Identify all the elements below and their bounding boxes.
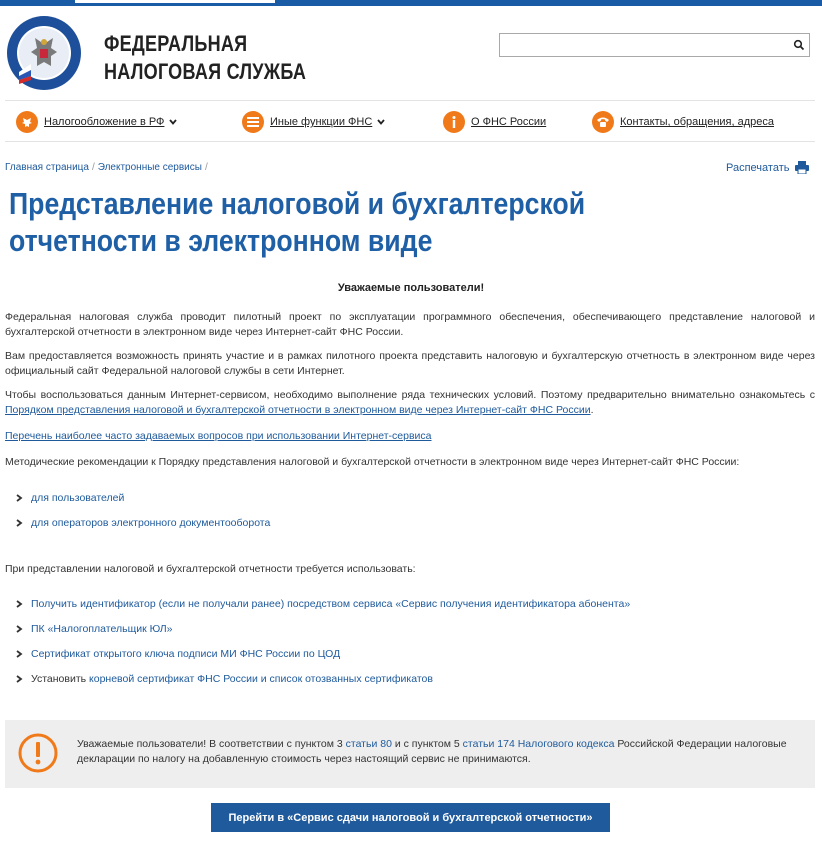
nav-item-taxation[interactable]	[16, 110, 177, 134]
warning-icon	[17, 732, 59, 774]
info-icon	[443, 111, 465, 133]
list-item[interactable]	[15, 492, 124, 504]
alert-text-1: Уважаемые пользователи! В соответствии с пунктом 3	[77, 738, 346, 750]
printer-icon	[795, 161, 809, 174]
requirements-end: .	[590, 404, 594, 416]
guide-users-link[interactable]: для пользователей	[31, 492, 125, 504]
top-accent-tab	[75, 0, 275, 3]
alert-text-2: и с пунктом 5	[391, 738, 463, 750]
breadcrumb-separator: /	[204, 162, 208, 173]
chevron-down-icon	[169, 118, 177, 126]
nav-label-about: О ФНС России	[471, 116, 547, 128]
requirements-paragraph	[5, 388, 815, 418]
nav-item-about[interactable]	[443, 110, 546, 134]
vat-alert	[5, 720, 815, 788]
brand-line-1: ФЕДЕРАЛЬНАЯ	[104, 31, 248, 56]
print-link[interactable]	[726, 161, 809, 174]
header-divider	[5, 100, 815, 101]
install-label: Установить	[31, 673, 90, 685]
breadcrumb-home[interactable]: Главная страница	[5, 162, 89, 173]
chevron-right-icon	[15, 650, 23, 658]
page-title: Представление налоговой и бухгалтерской отчетности в электронном виде	[9, 186, 586, 258]
fns-logo[interactable]	[5, 14, 83, 92]
list-item[interactable]	[15, 648, 340, 660]
root-certificate-link[interactable]: корневой сертификат ФНС России и список отозванных сертификатов	[89, 673, 433, 685]
list-item	[15, 673, 433, 685]
list-item[interactable]	[15, 598, 630, 610]
guide-operators-link[interactable]: для операторов электронного документооборота	[31, 517, 271, 529]
go-to-service-button[interactable]: Перейти в «Сервис сдачи налоговой и бухгалтерской отчетности»	[211, 803, 610, 832]
list-item[interactable]	[15, 623, 172, 635]
alert-text-3: Российской Федерации налоговые декларации по налогу на добавленную стоимость через настоящий сервис не принимаются.	[77, 738, 787, 765]
chevron-right-icon	[15, 625, 23, 633]
phone-icon	[592, 111, 614, 133]
breadcrumb-separator: /	[91, 162, 95, 173]
get-identifier-link[interactable]: Получить идентификатор (если не получали ранее) посредством сервиса «Сервис получения идентификатора абонента»	[31, 598, 631, 610]
nav-divider	[5, 141, 815, 142]
article-174-link[interactable]: статьи 174 Налогового кодекса	[462, 738, 615, 750]
nav-label-taxation: Налогообложение в РФ	[44, 116, 165, 128]
faq-link[interactable]: Перечень наиболее часто задаваемых вопросов при использовании Интернет-сервиса	[5, 430, 432, 442]
search-input[interactable]	[499, 33, 810, 57]
faq-paragraph	[5, 429, 815, 444]
search-icon[interactable]	[793, 39, 805, 51]
usage-paragraph: При представлении налоговой и бухгалтерской отчетности требуется использовать:	[5, 563, 416, 575]
nav-label-contacts: Контакты, обращения, адреса	[620, 116, 774, 128]
breadcrumb-electronic-services[interactable]: Электронные сервисы	[97, 162, 202, 173]
menu-icon	[242, 111, 264, 133]
eagle-icon	[16, 111, 38, 133]
article-80-link[interactable]: статьи 80	[345, 738, 392, 750]
breadcrumb	[5, 162, 211, 173]
nav-label-other-functions: Иные функции ФНС	[270, 116, 373, 128]
procedure-link[interactable]: Порядком представления налоговой и бухгалтерской отчетности в электронном виде через Интернет-сайт ФНС России	[5, 404, 591, 416]
chevron-right-icon	[15, 675, 23, 683]
brand-title[interactable]	[104, 30, 306, 86]
print-label: Распечатать	[726, 161, 790, 174]
list-item[interactable]	[15, 517, 270, 529]
chevron-right-icon	[15, 494, 23, 502]
chevron-down-icon	[377, 118, 385, 126]
intro-paragraph: Федеральная налоговая служба проводит пилотный проект по эксплуатации программного обеспечения, обеспечивающего представление налоговой и бухгалтерской отчетности в электронном виде через Интернет-сайт ФНС России.	[5, 311, 815, 338]
guidelines-paragraph: Методические рекомендации к Порядку представления налоговой и бухгалтерской отчетности в электронном виде через Интернет-сайт ФНС России:	[5, 456, 740, 468]
brand-line-2: НАЛОГОВАЯ СЛУЖБА	[104, 59, 307, 84]
nav-item-contacts[interactable]	[592, 110, 774, 134]
alert-text	[77, 737, 802, 767]
signature-certificate-link[interactable]: Сертификат открытого ключа подписи МИ ФНС России по ЦОД	[31, 648, 341, 660]
nav-item-other-functions[interactable]	[242, 110, 385, 134]
chevron-right-icon	[15, 519, 23, 527]
notice-title: Уважаемые пользователи!	[337, 282, 485, 294]
participation-paragraph: Вам предоставляется возможность принять участие и в рамках пилотного проекта представить налоговую и бухгалтерскую отчетность в электронном виде через официальный сайт Федеральной налоговой службы в сети Интернет.	[5, 350, 815, 377]
taxpayer-software-link[interactable]: ПК «Налогоплательщик ЮЛ»	[31, 623, 173, 635]
requirements-text: Чтобы воспользоваться данным Интернет-сервисом, необходимо выполнение ряда технических условий. Поэтому предварительно внимательно ознакомьтесь с	[5, 389, 815, 401]
chevron-right-icon	[15, 600, 23, 608]
